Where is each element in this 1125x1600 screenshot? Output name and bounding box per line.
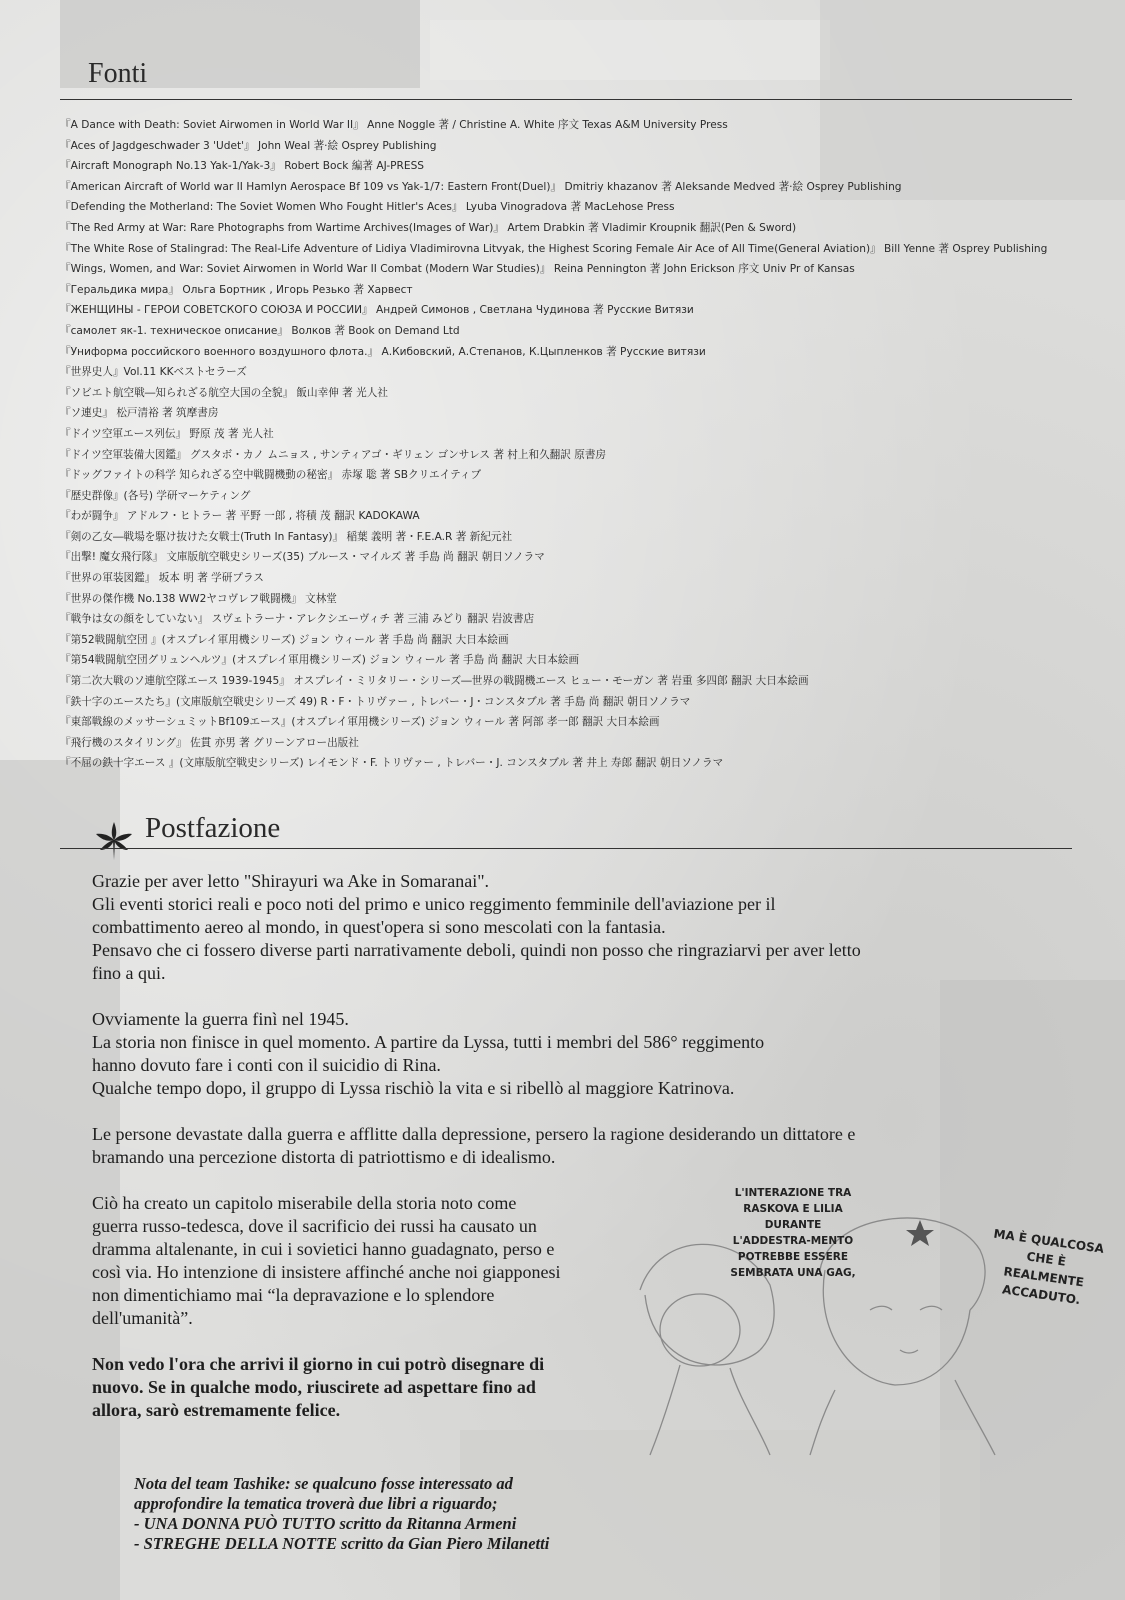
source-item: 『東部戦線のメッサーシュミットBf109エース』(オスプレイ軍用機シリーズ) ジョン ウィール 著 阿部 孝一郎 翻訳 大日本絵画: [60, 716, 660, 729]
afterword-paragraph: Pensavo che ci fossero diverse parti narrativamente deboli, quindi non posso che ringraziarvi per aver letto fino a qui.: [92, 940, 861, 983]
source-item: 『戦争は女の顔をしていない』 スヴェトラーナ・アレクシエーヴィチ 著 三浦 みどり 翻訳 岩波書店: [60, 613, 535, 626]
fonti-divider: [60, 99, 1072, 100]
afterword-paragraph: Qualche tempo dopo, il gruppo di Lyssa rischiò la vita e si ribellò al maggiore Katrinova.: [92, 1078, 735, 1098]
source-item: 『Defending the Motherland: The Soviet Women Who Fought Hitler's Aces』 Lyuba Vinogradova 著 MacLehose Press: [60, 201, 675, 214]
note-line: Nota del team Tashike: se qualcuno fosse interessato ad: [134, 1474, 513, 1493]
postfazione-heading: Postfazione: [145, 812, 281, 844]
source-item: 『歴史群像』(各号) 学研マーケティング: [60, 489, 251, 502]
source-item: 『ЖЕНЩИНЫ - ГЕРОИ СОВЕТСКОГО СОЮЗА И РОССИИ』 Андрей Симонов , Светлана Чудинова 著 Русские Витязи: [60, 304, 694, 317]
afterword-paragraph: Ovviamente la guerra finì nel 1945.: [92, 1009, 349, 1029]
source-item: 『Aircraft Monograph No.13 Yak-1/Yak-3』 Robert Bock 編著 AJ-PRESS: [60, 160, 425, 173]
afterword-paragraph: Le persone devastate dalla guerra e afflitte dalla depressione, persero la ragione desiderando un dittatore e bramando una percezione distorta di patriottismo e di idealismo.: [92, 1124, 856, 1167]
note-line: - UNA DONNA PUÒ TUTTO scritto da Ritanna Armeni: [134, 1514, 517, 1533]
source-item: 『The Red Army at War: Rare Photographs from Wartime Archives(Images of War)』 Artem Drabkin 著 Vladimir Kroupnik 翻訳(Pen & Sword): [60, 221, 797, 234]
afterword-paragraph: Gli eventi storici reali e poco noti del primo e unico reggimento femminile dell'aviazione per il combattimento aereo al mondo, in quest'opera si sono mescolati con la fantasia.: [92, 894, 776, 937]
source-item: 『第二次大戦のソ連航空隊エース 1939-1945』 オスプレイ・ミリタリー・シリーズ―世界の戦闘機エース ヒュー・モーガン 著 岩重 多四郎 翻訳 大日本絵画: [60, 675, 809, 688]
source-item: 『Aces of Jagdgeschwader 3 'Udet'』 John Weal 著·絵 Osprey Publishing: [60, 139, 437, 152]
source-item: 『American Aircraft of World war II Hamlyn Aerospace Bf 109 vs Yak-1/7: Eastern Front(Duel)』 Dmitriy khazanov 著 Aleksande Medved 著·絵 Osprey Publishing: [60, 180, 902, 193]
note-line: - STREGHE DELLA NOTTE scritto da Gian Piero Milanetti: [134, 1534, 550, 1553]
fonti-heading: Fonti: [88, 58, 148, 89]
paper-texture-patch: [430, 20, 830, 80]
source-item: 『ドイツ空軍装備大図鑑』 グスタボ・カノ ムニョス , サンティアゴ・ギリェン ゴンサレス 著 村上和久翻訳 原書房: [60, 448, 607, 461]
afterword-paragraph: Ciò ha creato un capitolo miserabile della storia noto come guerra russo-tedesca, dove il sacrificio dei russi ha causato un dramma altalenante, in cui i sovietici hanno guadagnato, perso e così via. Ho intenzione di insistere affinché anche noi giapponesi non dimentichiamo mai “la depravazione e lo splendore dell'umanità”.: [92, 1193, 561, 1328]
source-item: 『剣の乙女―戦場を駆け抜けた女戦士(Truth In Fantasy)』 稲葉 義明 著・F.E.A.R 著 新紀元社: [60, 530, 513, 543]
afterword-paragraph: La storia non finisce in quel momento. A partire da Lyssa, tutti i membri del 586° reggimento hanno dovuto fare i conti con il suicidio di Rina.: [92, 1032, 765, 1075]
note-line: approfondire la tematica troverà due libri a riguardo;: [134, 1494, 498, 1513]
source-item: 『Геральдика мира』 Ольга Бортник , Игорь Резько 著 Харвест: [60, 283, 413, 296]
speech-bubble-right: MA È QUALCOSA CHE È REALMENTE ACCADUTO.: [992, 1226, 1105, 1308]
lily-icon: [92, 818, 136, 862]
source-item: 『第52戦闘航空団 』(オスプレイ軍用機シリーズ) ジョン ウィール 著 手島 尚 翻訳 大日本絵画: [60, 633, 509, 646]
source-item: 『世界の傑作機 No.138 WW2ヤコヴレフ戦闘機』 文林堂: [60, 592, 337, 605]
source-item: 『The White Rose of Stalingrad: The Real-Life Adventure of Lidiya Vladimirovna Litvyak, the Highest Scoring Female Air Ace of All Time(General Aviation)』 Bill Yenne 著 Osprey Publishing: [60, 242, 1048, 255]
source-item: 『ドイツ空軍エース列伝』 野原 茂 著 光人社: [60, 427, 274, 440]
source-item: 『第54戦闘航空団グリュンヘルツ』(オスプレイ軍用機シリーズ) ジョン ウィール 著 手島 尚 翻訳 大日本絵画: [60, 654, 580, 667]
postfazione-divider: [60, 848, 1072, 849]
source-item: 『A Dance with Death: Soviet Airwomen in World War II』 Anne Noggle 著 / Christine A. White 序文 Texas A&M University Press: [60, 119, 728, 131]
source-item: 『鉄十字のエースたち』(文庫版航空戦史シリーズ 49) R・F・トリヴァー , トレバー・J・コンスタブル 著 手島 尚 翻訳 朝日ソノラマ: [60, 695, 691, 708]
source-item: 『世界史人』Vol.11 KKベストセラーズ: [60, 366, 247, 379]
source-item: 『不屈の鉄十字エース 』(文庫版航空戦史シリーズ) レイモンド・F. トリヴァー , トレバー・J. コンスタブル 著 井上 寿郎 翻訳 朝日ソノラマ: [60, 757, 724, 770]
source-item: 『ソ連史』 松戸清裕 著 筑摩書房: [60, 407, 219, 420]
source-item: 『世界の軍装図鑑』 坂本 明 著 学研プラス: [60, 572, 264, 585]
sources-list: [60, 115, 1070, 774]
source-item: 『Униформа российского военного воздушного флота.』 А.Кибовский, А.Степанов, К.Цыпленков 著 Русские витязи: [60, 345, 706, 358]
afterword-paragraph: Grazie per aver letto "Shirayuri wa Ake in Somaranai".: [92, 871, 490, 891]
source-item: 『ドッグファイトの科学 知られざる空中戦闘機動の秘密』 赤塚 聡 著 SBクリエイティブ: [60, 469, 482, 482]
source-item: 『わが闘争』 アドルフ・ヒトラー 著 平野 一郎 , 将積 茂 翻訳 KADOKAWA: [60, 510, 420, 523]
source-item: 『ソビエト航空戦―知られざる航空大国の全貌』 飯山幸伸 著 光人社: [60, 386, 388, 399]
source-item: 『самолет як-1. техническое описание』 Волков 著 Book on Demand Ltd: [60, 324, 460, 337]
speech-bubble-left: L'INTERAZIONE TRA RASKOVA E LILIA DURANTE L'ADDESTRA-MENTO POTREBBE ESSERE SEMBRATA UNA GAG,: [730, 1187, 856, 1279]
afterword-closing: Non vedo l'ora che arrivi il giorno in cui potrò disegnare di nuovo. Se in qualche modo, riuscirete ad aspettare fino ad allora, sarò estremamente felice.: [92, 1354, 545, 1420]
translator-note: [134, 1474, 674, 1554]
source-item: 『出撃! 魔女飛行隊』 文庫版航空戦史シリーズ(35) ブルース・マイルズ 著 手島 尚 翻訳 朝日ソノラマ: [60, 551, 545, 564]
source-item: 『Wings, Women, and War: Soviet Airwomen in World War II Combat (Modern War Studies)』 Reina Pennington 著 John Erickson 序文 Univ Pr of Kansas: [60, 263, 855, 276]
source-item: 『飛行機のスタイリング』 佐貫 亦男 著 グリーンアロー出版社: [60, 736, 359, 749]
